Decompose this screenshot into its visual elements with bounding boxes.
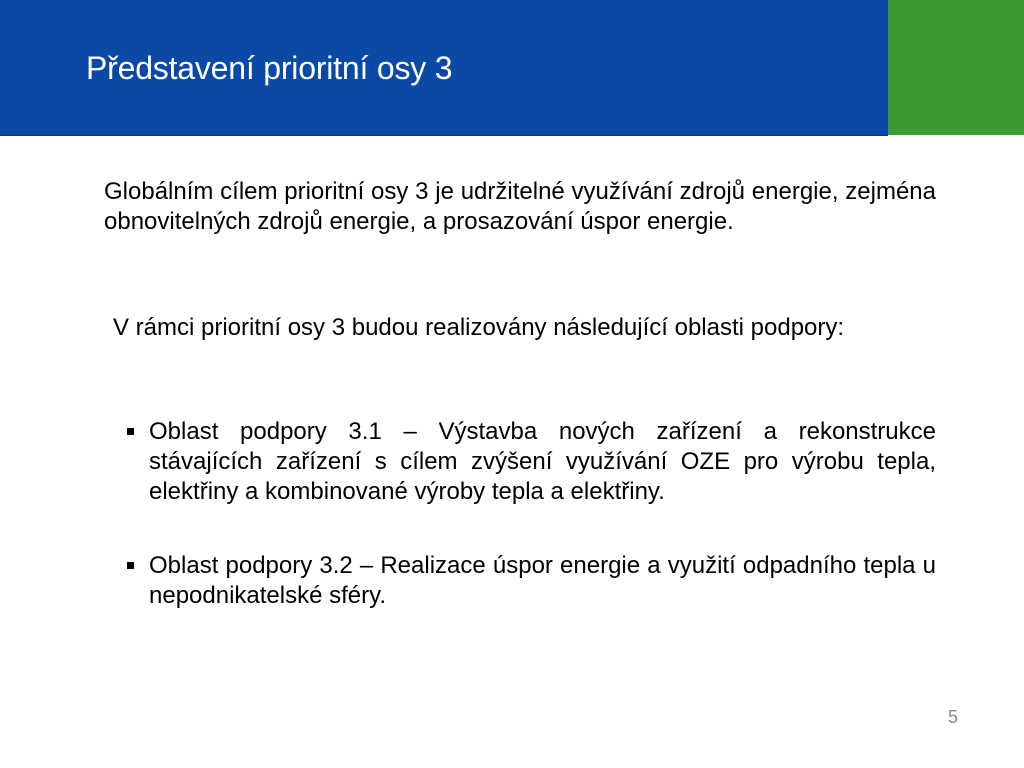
- list-item: [127, 417, 936, 507]
- page-number: 5: [948, 707, 959, 727]
- support-areas-list: [127, 417, 936, 611]
- header-bar: [0, 0, 888, 136]
- support-area-3-1: Oblast podpory 3.1 – Výstavba nových zařízení a rekonstrukce stávajících zařízení s cílem zvýšení využívání OZE pro výrobu tepla, elektřiny a kombinované výroby tepla a elektřiny.: [149, 418, 936, 505]
- support-areas-intro: V rámci prioritní osy 3 budou realizovány následující oblasti podpory:: [113, 314, 845, 341]
- square-bullet-icon: [127, 428, 134, 435]
- list-item: [127, 551, 936, 611]
- slide-title: Představení prioritní osy 3: [86, 50, 453, 86]
- square-bullet-icon: [127, 562, 134, 569]
- support-area-3-2: Oblast podpory 3.2 – Realizace úspor energie a využití odpadního tepla u nepodnikatelské sféry.: [149, 552, 936, 609]
- header-accent-block: [888, 0, 1024, 135]
- intro-paragraph: Globálním cílem prioritní osy 3 je udržitelné využívání zdrojů energie, zejména obnovitelných zdrojů energie, a prosazování úspor energie.: [104, 178, 936, 235]
